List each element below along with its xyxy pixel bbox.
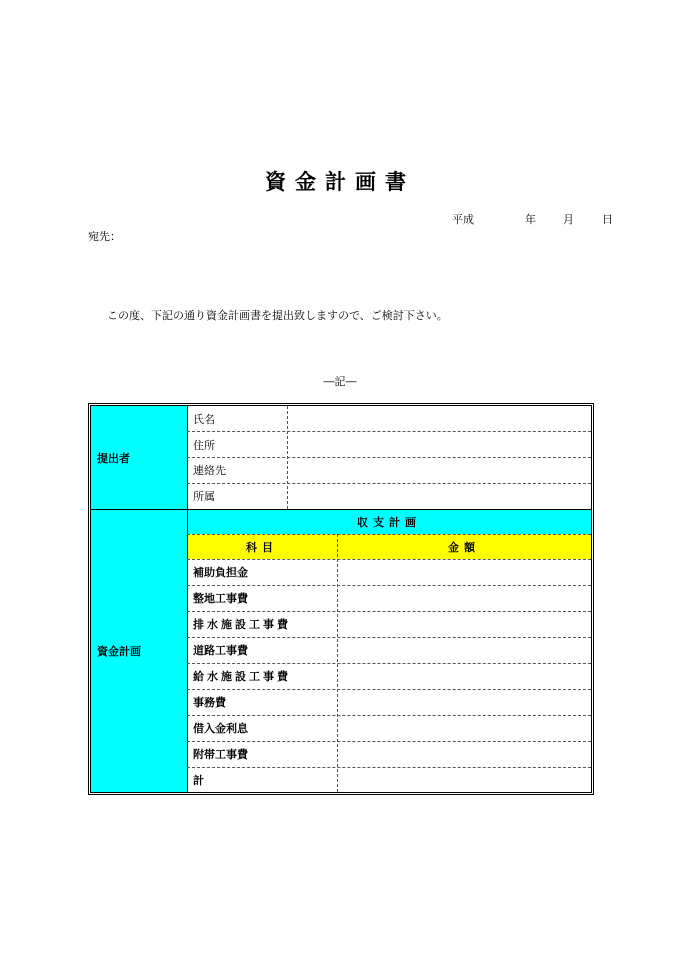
item-drainage-work: 排水施設工事費: [193, 618, 291, 631]
field-label-affiliation: 所属: [193, 490, 215, 504]
funding-label: 資金計画: [91, 509, 187, 792]
amount-water-supply-work[interactable]: [337, 663, 591, 689]
submitter-label: 提出者: [91, 406, 187, 509]
item-loan-interest: 借入金利息: [193, 722, 248, 735]
item-ancillary-work: 附帯工事費: [193, 748, 248, 761]
label-column-divider: [187, 406, 188, 792]
column-header-item: 科目: [187, 534, 337, 559]
field-value-name[interactable]: [287, 406, 591, 432]
grid-line: [187, 741, 591, 742]
grid-line: [187, 534, 591, 535]
date-year: 年: [525, 213, 536, 226]
grid-line: [187, 767, 591, 768]
amount-subsidy[interactable]: [337, 559, 591, 585]
amount-road-work[interactable]: [337, 637, 591, 663]
field-value-address[interactable]: [287, 432, 591, 458]
field-label-name: 氏名: [193, 412, 215, 426]
amount-ancillary-work[interactable]: [337, 741, 591, 767]
intro-text: この度、下記の通り資金計画書を提出致しますので、ご検討下さい。: [107, 309, 448, 322]
grid-line: [187, 585, 591, 586]
date-line: [452, 211, 613, 227]
amount-total[interactable]: [337, 767, 591, 792]
item-grading-work: 整地工事費: [193, 592, 248, 605]
date-day: 日: [602, 213, 613, 226]
item-subsidy: 補助負担金: [193, 566, 248, 579]
item-water-supply-work: 給水施設工事費: [193, 670, 291, 683]
income-expense-header: 収支計画: [187, 509, 591, 534]
amount-office-expenses[interactable]: [337, 689, 591, 715]
ki-heading: ―記―: [323, 375, 357, 388]
grid-line: [187, 637, 591, 638]
field-value-affiliation[interactable]: [287, 483, 591, 509]
field-value-contact[interactable]: [287, 458, 591, 484]
section-divider: [91, 509, 591, 510]
grid-line: [287, 406, 288, 509]
grid-line: [187, 663, 591, 664]
grid-line: [187, 431, 591, 432]
date-era: 平成: [452, 213, 474, 226]
field-label-address: 住所: [193, 438, 215, 452]
grid-line: [187, 559, 591, 560]
date-month: 月: [563, 213, 574, 226]
column-header-amount: 金額: [337, 534, 591, 559]
grid-line: [187, 715, 591, 716]
item-total: 計: [193, 773, 204, 787]
item-road-work: 道路工事費: [193, 644, 248, 657]
grid-line: [187, 483, 591, 484]
amount-drainage-work[interactable]: [337, 611, 591, 637]
item-office-expenses: 事務費: [193, 696, 226, 709]
grid-line: [337, 534, 338, 792]
grid-line: [187, 457, 591, 458]
funding-plan-form: [88, 403, 594, 795]
grid-line: [187, 611, 591, 612]
field-label-contact: 連絡先: [193, 464, 226, 478]
grid-line: [187, 689, 591, 690]
amount-loan-interest[interactable]: [337, 715, 591, 741]
amount-grading-work[interactable]: [337, 585, 591, 611]
addressee-label: 宛先：: [88, 230, 121, 243]
document-title: 資金計画書: [265, 169, 415, 194]
